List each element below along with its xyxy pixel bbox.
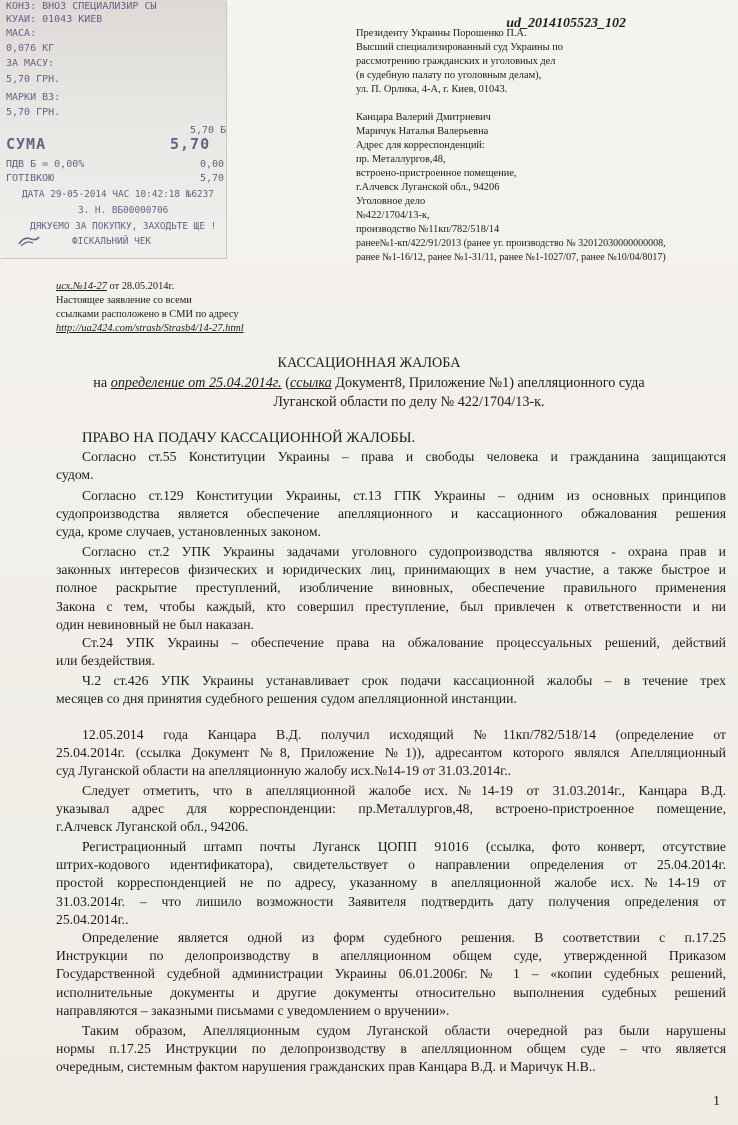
page-number: 1: [713, 1094, 720, 1109]
receipt-serial: З. Н. ВБ00000706: [78, 205, 169, 216]
addressee-line: Высший специализированный суд Украины по: [356, 42, 563, 53]
source-url-link[interactable]: http://ua2424.com/strasb/Strasb4/14-27.html: [56, 323, 244, 334]
document-subtitle: на определение от 25.04.2014г. (ссылка Документ8, Приложение №1) апелляционного суда: [93, 375, 645, 391]
receipt-cash-value: 5,70: [200, 173, 225, 184]
sender-line: встроено-пристроенное помещение,: [356, 168, 517, 179]
receipt-line: КУАИ: 01043 КИЕВ: [6, 14, 103, 25]
paragraph: Согласно ст.2 УПК Украины задачами уголовного судопроизводства являются - охрана прав и законных интересов физических и юридических лиц, принимающих в нем участие, а также быстрое и полное раскрытие преступлений, изобличение виновных, обеспечение правильного применения Закона с тем, чтобы каждый, кто совершил преступление, был привлечен к ответственности и ни один невиновный не был наказан.: [56, 544, 726, 632]
receipt-line: 0,076 КГ: [6, 43, 55, 54]
sender-line: ранее№1-кп/422/91/2013 (ранее уг. производство № 32012030000000008,: [356, 238, 666, 249]
receipt-line: ЗА МАСУ:: [6, 58, 55, 69]
receipt-fiscal: ФІСКАЛЬНИЙ ЧЕК: [72, 236, 152, 247]
addressee-line: рассмотрению гражданских и уголовных дел: [356, 56, 556, 67]
receipt-datetime: ДАТА 29-05-2014 ЧАС 10:42:18 №6237: [22, 189, 214, 200]
sender-line: ранее №1-16/12, ранее №1-31/11, ранее №1-1027/07, ранее №10/04/8017): [356, 252, 666, 263]
document-id: ud_2014105523_102: [506, 16, 626, 31]
outgoing-note: ссылками расположено в СМИ по адресу: [56, 309, 239, 320]
receipt-sum-label: СУМА: [6, 135, 47, 153]
paragraph: Согласно ст.129 Конституции Украины, ст.13 ГПК Украины – одним из основных принципов судопроизводства является обеспечение апелляционного и кассационного обжалования решения суда, кроме случаев, установленных законом.: [56, 488, 726, 540]
document-title: КАССАЦИОННАЯ ЖАЛОБА: [277, 355, 461, 371]
receipt-vat-value: 0,00: [200, 159, 225, 170]
sender-line: Адрес для корреспонденций:: [356, 140, 485, 151]
paragraph: 12.05.2014 года Канцара В.Д. получил исходящий №11кп/782/518/14 (определение от 25.04.2014г. (ссылка Документ №8, Приложение №1)), адресантом которого являлся Апелляционный суд Луганской области на апелляционную жалобу исх.№14-19 от 31.03.2014г..: [56, 727, 726, 779]
receipt-amount: 5,70 Б: [190, 125, 227, 136]
document-subtitle: Луганской области по делу № 422/1704/13-к.: [273, 394, 545, 410]
receipt-line: МАРКИ ВЗ:: [6, 92, 61, 103]
paragraph: Регистрационный штамп почты Луганск ЦОПП 91016 (ссылка, фото конверт, отсутствие штрих-кодового идентификатора), свидетельствует о направлении определения от 25.04.2014г. простой корреспонденцией не по адресу, указанному в апелляционной жалобе исх.№14-19 от 31.03.2014г. – что лишило возможности Заявителя подтвердить дату получения определения от 25.04.2014г..: [56, 839, 726, 927]
sender-line: производство №11кп/782/518/14: [356, 224, 500, 235]
reference-link[interactable]: ссылка: [289, 375, 332, 391]
addressee-line: (в судебную палату по уголовным делам),: [356, 70, 542, 81]
receipt-line: 5,70 ГРН.: [6, 107, 61, 118]
outgoing-ref-link[interactable]: исх.№14-27: [56, 281, 107, 292]
receipt-line: МАСА:: [6, 28, 37, 39]
sender-line: г.Алчевск Луганской обл., 94206: [356, 182, 500, 193]
paragraph: Ч.2 ст.426 УПК Украины устанавливает срок подачи кассационной жалобы – в течение трех месяцев со дня принятия судебного решения судом апелляционной инстанции.: [56, 673, 726, 707]
decision-link[interactable]: определение от 25.04.2014г.: [110, 375, 282, 391]
sender-line: №422/1704/13-к,: [356, 210, 430, 221]
paragraph: Следует отметить, что в апелляционной жалобе исх.№14-19 от 31.03.2014г., Канцара В.Д. указывал адрес для корреспонденции: пр.Металлургов,48, встроено-пристроенное помещение, г.Алчевск Луганской обл., 94206.: [56, 783, 726, 835]
addressee-line: ул. П. Орлика, 4-А, г. Киев, 01043.: [356, 84, 508, 95]
fiscal-logo-icon: [18, 235, 40, 247]
receipt-line: 5,70 ГРН.: [6, 74, 61, 85]
sender-line: Канцара Валерий Дмитриевич: [356, 112, 491, 123]
postal-receipt: [0, 0, 226, 258]
outgoing-note: Настоящее заявление со всеми: [56, 295, 192, 306]
sender-line: Уголовное дело: [356, 196, 426, 207]
receipt-cash-label: ГОТІВКОЮ: [6, 173, 55, 184]
addressee-line: Президенту Украины Порошенко П.А.: [356, 28, 527, 39]
sender-line: Маричук Наталья Валерьевна: [356, 126, 489, 137]
receipt-sum-value: 5,70: [170, 135, 211, 153]
paragraph: Согласно ст.55 Конституции Украины – права и свободы человека и гражданина защищаются судом.: [56, 449, 726, 483]
outgoing-ref: исх.№14-27 от 28.05.2014г.: [56, 281, 175, 292]
receipt-thanks: ДЯКУЄМО ЗА ПОКУПКУ, ЗАХОДЬТЕ ЩЕ !: [30, 221, 217, 232]
paragraph: Таким образом, Апелляционным судом Луганской области очередной раз были нарушены нормы п.17.25 Инструкции по делопроизводству в апелляционном общем суде – что является очередным, системным фактом нарушения гражданских прав Канцара В.Д. и Маричук Н.В..: [56, 1023, 726, 1075]
paragraph: Ст.24 УПК Украины – обеспечение права на обжалование процессуальных решений, действий или бездействия.: [56, 635, 726, 669]
paragraph: Определение является одной из форм судебного решения. В соответствии с п.17.25 Инструкции по делопроизводству в апелляционном общем суде, утвержденной Приказом Государственной судебной администрации Украины 06.01.2006г. № 1 – «копии судебных решений, исполнительные документы и другие документы относительно выполнения судебных решений направляются – заказными письмами с уведомлением о вручении».: [56, 930, 726, 1018]
section-heading: ПРАВО НА ПОДАЧУ КАССАЦИОННОЙ ЖАЛОБЫ.: [82, 430, 416, 446]
receipt-line: КОНЗ: ВНОЗ СПЕЦИАЛИЗИР СЫ: [6, 1, 157, 12]
sender-line: пр. Металлургов,48,: [356, 154, 446, 165]
receipt-vat-label: ПДВ Б = 0,00%: [6, 159, 85, 170]
